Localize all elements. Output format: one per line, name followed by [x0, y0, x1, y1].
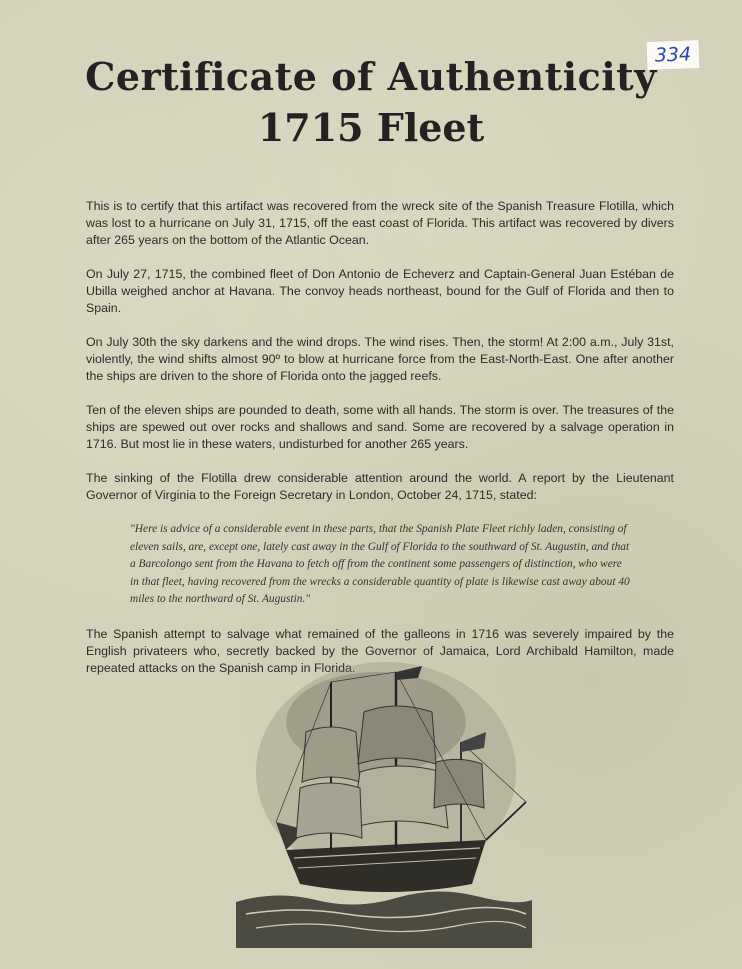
handwritten-page-number: 334 — [645, 39, 700, 71]
certificate-body — [86, 198, 674, 694]
ship-icon — [236, 652, 532, 948]
paragraph-certification: This is to certify that this artifact was recovered from the wreck site of the Spanish Treasure Flotilla, which was lost to a hurricane on July 31, 1715, off the east coast of Florida. This artifact was recovered by divers after 265 years on the bottom of the Atlantic Ocean. — [86, 199, 674, 247]
paragraph-salvage: The Spanish attempt to salvage what remained of the galleons in 1716 was severely impaired by the English privateers who, secretly backed by the Governor of Jamaica, Lord Archibald Hamilton, made repeated attacks on the Spanish camp in Florida. — [86, 626, 674, 675]
title-line-2: 1715 Fleet — [257, 105, 485, 150]
paragraph-departure: On July 27, 1715, the combined fleet of Don Antonio de Echeverz and Captain-General Juan Estéban de Ubilla weighed anchor at Havana. The convoy heads northeast, bound for the Gulf of Florida and then to Spain. — [86, 267, 674, 315]
paragraph-wreck: Ten of the eleven ships are pounded to death, some with all hands. The storm is over. The treasures of the ships are spewed out over rocks and shallows and sand. Some are recovered by a salvage operation in 1716. But most lie in these waters, undisturbed for another 265 years. — [86, 403, 674, 451]
paragraph-report: The sinking of the Flotilla drew considerable attention around the world. A report by the Lieutenant Governor of Virginia to the Foreign Secretary in London, October 24, 1715, stated: — [86, 471, 674, 502]
title-line-1: Certificate of Authenticity — [85, 54, 657, 99]
governor-quote: "Here is advice of a considerable event in these parts, that the Spanish Plate Fleet richly laden, consisting of eleven sails, are, except one, lately cast away in the Gulf of Florida to the southward of St. Augustin, and that a Barcolongo sent from the Havana to fetch off from the continent some passengers of distinction, who were in that fleet, having recovered from the wrecks a considerable quantity of plate is likewise cast away about 40 miles to the northward of St. Augustin." — [130, 523, 630, 605]
certificate-title — [0, 55, 742, 151]
paragraph-storm: On July 30th the sky darkens and the wind drops. The wind rises. Then, the storm! At 2:00 a.m., July 31st, violently, the wind shifts almost 90º to blow at hurricane force from the East-North-East. One after another the ships are driven to the shore of Florida onto the jagged reefs. — [86, 335, 674, 383]
galleon-ship-illustration — [236, 652, 532, 948]
